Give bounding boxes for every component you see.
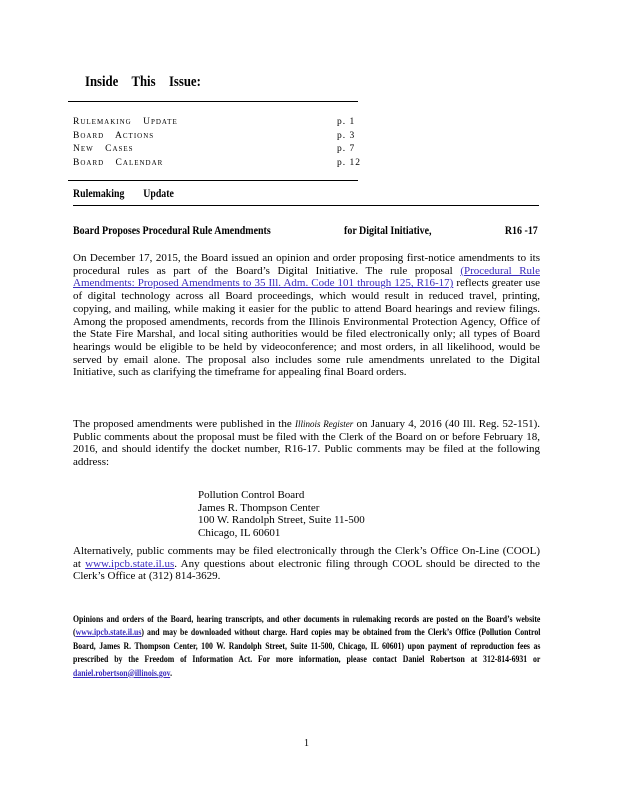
toc-item-label: Board Calendar bbox=[73, 157, 164, 168]
mailing-address bbox=[198, 489, 365, 539]
paragraph-text: Alternatively, public comments may be filed electronically through the Clerk’s Office On-Line (COOL) at bbox=[73, 545, 540, 570]
article-paragraph bbox=[73, 418, 540, 469]
toc-item[interactable] bbox=[73, 143, 363, 157]
section-divider bbox=[73, 205, 539, 206]
toc-item-page: p. 12 bbox=[337, 157, 361, 168]
paragraph-text: The proposed amendments were published in the bbox=[73, 418, 295, 430]
article-paragraph bbox=[73, 545, 540, 583]
toc-item[interactable] bbox=[73, 157, 363, 171]
footer-text: . bbox=[170, 668, 173, 679]
paragraph-text: . Any questions about electronic filing through COOL should be directed to the Clerk’s Office at (312) 814-3629. bbox=[73, 557, 540, 583]
address-line: Pollution Control Board bbox=[198, 489, 305, 501]
toc-item-page: p. 7 bbox=[337, 144, 356, 154]
address-line: Chicago, IL 60601 bbox=[198, 526, 281, 539]
toc-item[interactable] bbox=[73, 130, 363, 144]
toc-item-page: p. 3 bbox=[337, 130, 356, 141]
footer-text: ) and may be downloaded without charge. Hard copies may be obtained from the Clerk’s Office (Pollution Control Board, James R. Thompson Center, 100 W. Randolph Street, Suite 11-500, Chicago, IL 60601) upon payment of reproduction fees as prescribed by the Freedom of Information Act. For more information, please contact Daniel Robertson at 312-814-6931 or bbox=[73, 628, 541, 666]
paragraph-text: On December 17, 2015, the Board issued an opinion and order proposing first-notice amendments to its procedural rules as part of the Board’s Digital Initiative. The rule proposal bbox=[73, 252, 540, 277]
article-heading bbox=[73, 223, 538, 238]
rule-proposal-link[interactable]: (Procedural Rule Amendments: Proposed Amendments to 35 Ill. Adm. Code 101 through 125, R16-17) bbox=[73, 264, 540, 290]
footer-text: Opinions and orders of the Board, hearing transcripts, and other documents in rulemaking records are posted on the Board’s website ( bbox=[73, 615, 541, 639]
section-heading: Rulemaking Update bbox=[73, 186, 174, 200]
contact-email-link[interactable]: daniel.robertson@illinois.gov bbox=[73, 668, 171, 679]
divider-mid bbox=[68, 180, 358, 181]
paragraph-text: reflects greater use of digital technology across all Board proceedings, which would result in reduced travel, printing, copying, and mailing, while making it easier for the public to attend Board hearings and review filings. Among the proposed amendments, records from the Illinois Environmental Protection Agency, Office of the State Fire Marshal, and local siting authorities would be filed electronically only; all types of Board hearings would be eligible to be held by videoconference; and most orders, in all likelihood, would be served by email alone. The proposal also includes some rule amendments unrelated to the Digital Initiative, such as clarifying the timeframe for appealing final Board orders. bbox=[73, 277, 540, 379]
toc-item-label: Board Actions bbox=[73, 130, 155, 141]
toc-item-label: Rulemaking Update bbox=[73, 117, 178, 127]
toc-item-label: New Cases bbox=[73, 144, 134, 154]
register-title: Illinois Register bbox=[294, 419, 354, 429]
board-website-link[interactable]: www.ipcb.state.il.us bbox=[75, 628, 142, 639]
divider-top bbox=[68, 101, 358, 102]
article-paragraph bbox=[73, 252, 540, 379]
address-line: 100 W. Randolph Street, Suite 11-500 bbox=[198, 514, 365, 527]
table-of-contents bbox=[73, 116, 363, 170]
article-heading-part: R16 -17 bbox=[504, 223, 538, 237]
toc-item[interactable] bbox=[73, 116, 363, 130]
cool-website-link[interactable]: www.ipcb.state.il.us bbox=[85, 557, 175, 570]
footer-note bbox=[73, 614, 540, 681]
toc-item-page: p. 1 bbox=[337, 117, 356, 127]
issue-title: Inside This Issue: bbox=[85, 74, 201, 90]
address-line: James R. Thompson Center bbox=[198, 501, 320, 514]
article-heading-part: Board Proposes Procedural Rule Amendments bbox=[73, 223, 271, 237]
page-number: 1 bbox=[304, 738, 309, 749]
paragraph-text: on January 4, 2016 (40 Ill. Reg. 52-151). Public comments about the proposal must be filed with the Clerk of the Board on or before February 18, 2016, and should identify the docket number, R16-17. Public comments may be filed at the following address: bbox=[73, 418, 541, 469]
article-heading-part: for Digital Initiative, bbox=[344, 223, 432, 237]
